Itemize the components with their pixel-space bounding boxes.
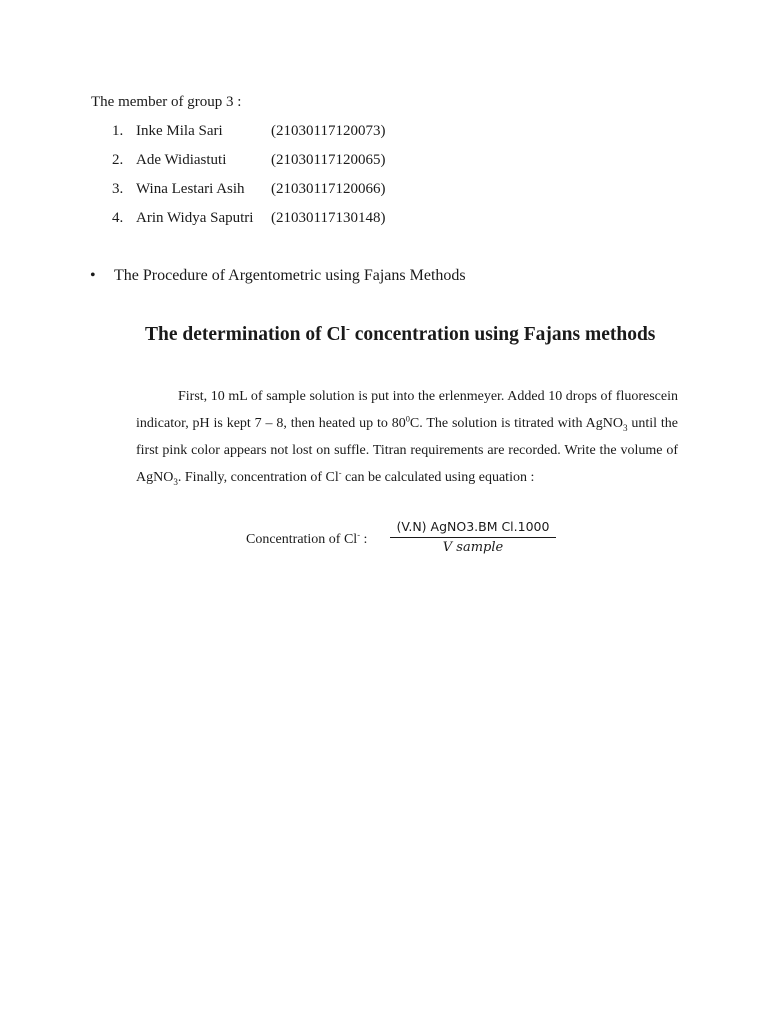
list-item <box>0 152 768 172</box>
equation-label: Concentration of Cl- : <box>246 530 368 547</box>
procedure-paragraph: First, 10 mL of sample solution is put into the erlenmeyer. Added 10 drops of fluorescein indicator, pH is kept 7 – 8, then heated up to $80^0C$. The solution is titrated with AgNO$_3$ until the first pink color appears not lost on suffle. Titran requirements are recorded. Write the volume of AgNO$_3$. Finally, concentration of Cl- can be calculated using equation : <box>136 389 679 487</box>
member-name: Wina Lestari Asih <box>136 181 245 197</box>
member-id: (21030117120065) <box>271 152 386 168</box>
section-heading: The determination of Cl- concentration using Fajans methods <box>145 322 656 345</box>
member-number: 2. <box>112 152 124 168</box>
bullet-dot-icon: • <box>90 267 96 284</box>
member-id: (21030117120066) <box>271 181 386 197</box>
member-name: Ade Widiastuti <box>136 152 227 168</box>
member-number: 3. <box>112 181 124 197</box>
equation-fraction <box>390 519 556 555</box>
list-item <box>0 210 768 230</box>
member-number: 1. <box>112 123 124 139</box>
member-number: 4. <box>112 210 124 226</box>
procedure-title: The Procedure of Argentometric using Fajans Methods <box>114 267 466 284</box>
member-name: Arin Widya Saputri <box>136 210 254 226</box>
member-id: (21030117120073) <box>271 123 386 139</box>
equation-numerator: (V.N) AgNO3.BM Cl.1000 <box>390 519 556 538</box>
member-name: Inke Mila Sari <box>136 123 223 139</box>
list-item <box>0 123 768 143</box>
equation-denominator: V sample <box>442 540 504 555</box>
list-item <box>0 181 768 201</box>
member-id: (21030117130148) <box>271 210 386 226</box>
group-intro: The member of group 3 : <box>91 94 242 110</box>
